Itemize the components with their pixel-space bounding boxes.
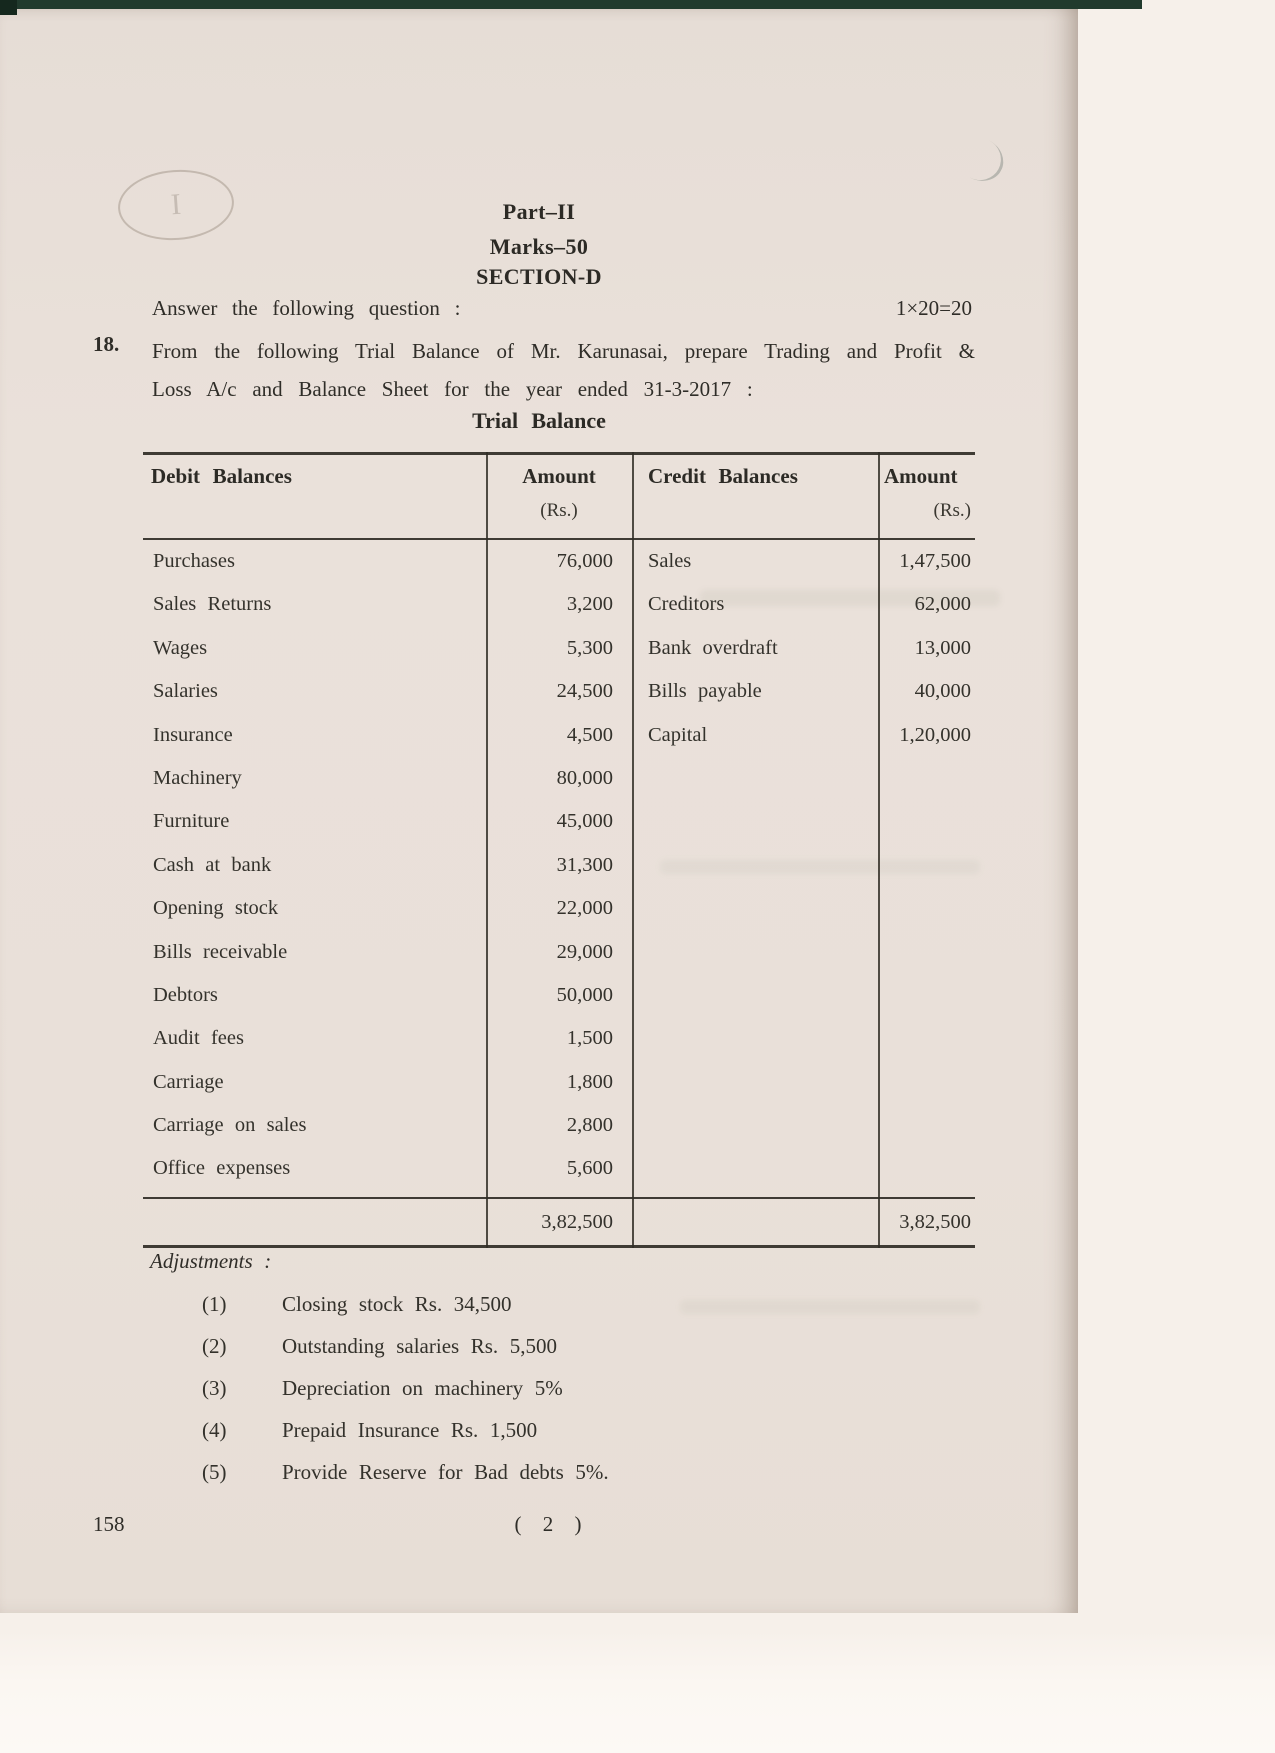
adjustment-number: (5)	[202, 1460, 227, 1484]
adjustment-text: Closing stock Rs. 34,500	[282, 1292, 512, 1316]
debit-account-amount: 29,000	[556, 940, 613, 963]
marks-heading: Marks–50	[489, 234, 589, 259]
debit-account-label: Wages	[153, 636, 208, 659]
debit-account-label: Furniture	[153, 810, 230, 833]
credit-account-label: Sales	[648, 550, 692, 572]
stamp-glyph: I	[169, 187, 183, 222]
debit-account-amount: 5,600	[566, 1157, 613, 1180]
table-row	[143, 800, 975, 843]
debit-account-label: Cash at bank	[153, 853, 272, 876]
debit-account-label: Office expenses	[153, 1157, 291, 1180]
adjustment-number: (2)	[202, 1334, 227, 1358]
debit-amount-header: Amount	[522, 464, 596, 488]
debit-account-label: Insurance	[153, 723, 233, 746]
table-row	[143, 583, 975, 626]
debit-account-label: Carriage	[153, 1070, 224, 1093]
debit-amount-unit: (Rs.)	[540, 500, 578, 521]
debit-total: 3,82,500	[541, 1211, 613, 1233]
debit-account-amount: 3,200	[566, 593, 613, 616]
credit-column-header: Credit Balances	[648, 464, 798, 488]
marks-formula: 1×20=20	[895, 296, 972, 320]
adjustment-number: (3)	[202, 1376, 227, 1400]
debit-account-amount: 31,300	[556, 853, 613, 876]
credit-account-label: Creditors	[648, 593, 725, 616]
page-number-left: 158	[93, 1512, 125, 1536]
table-row	[143, 540, 975, 583]
credit-account-label: Bills payable	[648, 680, 762, 703]
table-row	[143, 757, 975, 800]
credit-account-amount: 13,000	[914, 636, 971, 659]
trial-balance-table	[143, 452, 975, 1248]
credit-account-amount: 1,47,500	[899, 550, 971, 572]
adjustment-text: Depreciation on machinery 5%	[282, 1376, 563, 1400]
debit-account-amount: 45,000	[556, 810, 613, 833]
part-heading: Part–II	[502, 199, 576, 224]
table-row	[143, 1061, 975, 1104]
table-row	[143, 887, 975, 930]
question-text: From the following Trial Balance of Mr. Karunasai, prepare Trading and Profit & Loss A/c and Balance Sheet for the year ended 31-3-2017 :	[152, 339, 975, 401]
table-row	[143, 714, 975, 757]
debit-account-amount: 1,500	[566, 1027, 613, 1050]
debit-account-label: Carriage on sales	[153, 1114, 307, 1137]
adjustment-item	[0, 1325, 900, 1367]
table-row	[143, 931, 975, 974]
debit-account-label: Opening stock	[153, 897, 279, 920]
credit-account-amount: 1,20,000	[899, 723, 971, 746]
adjustment-item	[0, 1409, 900, 1451]
table-top-rule	[143, 452, 975, 455]
adjustment-number: (4)	[202, 1418, 227, 1442]
credit-account-label: Bank overdraft	[648, 636, 778, 659]
table-row	[143, 844, 975, 887]
adjustment-item	[0, 1283, 900, 1325]
table-title: Trial Balance	[472, 408, 606, 433]
adjustment-number: (1)	[202, 1292, 227, 1316]
debit-account-amount: 76,000	[556, 550, 613, 572]
table-row	[143, 1017, 975, 1060]
credit-amount-unit: (Rs.)	[933, 500, 971, 521]
credit-amount-header: Amount	[884, 464, 958, 488]
table-row	[143, 627, 975, 670]
adjustments-title: Adjustments :	[150, 1249, 272, 1273]
debit-account-label: Sales Returns	[153, 593, 272, 616]
debit-account-amount: 80,000	[556, 766, 613, 789]
debit-account-label: Bills receivable	[153, 940, 288, 963]
adjustment-item	[0, 1451, 900, 1493]
credit-rows	[143, 540, 975, 757]
debit-account-amount: 24,500	[556, 680, 613, 703]
question-number: 18.	[93, 332, 120, 356]
adjustment-text: Outstanding salaries Rs. 5,500	[282, 1334, 557, 1358]
table-row	[143, 670, 975, 713]
credit-account-label: Capital	[648, 723, 708, 746]
adjustment-item	[0, 1367, 900, 1409]
debit-account-label: Debtors	[153, 983, 218, 1006]
table-row	[143, 1104, 975, 1147]
debit-account-amount: 1,800	[566, 1070, 613, 1093]
credit-account-amount: 40,000	[914, 680, 971, 703]
section-heading: SECTION-D	[476, 264, 602, 289]
debit-account-label: Audit fees	[153, 1027, 244, 1050]
table-bottom-rule	[143, 1245, 975, 1248]
instruction-text: Answer the following question :	[152, 296, 461, 320]
debit-account-label: Purchases	[153, 550, 235, 572]
debit-account-amount: 5,300	[566, 636, 613, 659]
debit-account-amount: 50,000	[556, 983, 613, 1006]
debit-account-amount: 4,500	[566, 723, 613, 746]
debit-account-label: Machinery	[153, 766, 242, 789]
debit-column-header: Debit Balances	[151, 464, 292, 488]
debit-account-label: Salaries	[153, 680, 218, 703]
credit-total: 3,82,500	[899, 1211, 971, 1233]
table-row	[143, 974, 975, 1017]
credit-account-amount: 62,000	[914, 593, 971, 616]
adjustment-text: Prepaid Insurance Rs. 1,500	[282, 1418, 538, 1442]
adjustments-list	[0, 1283, 900, 1493]
debit-account-amount: 2,800	[566, 1114, 613, 1137]
page-number-center: ( 2 )	[514, 1512, 586, 1536]
adjustment-text: Provide Reserve for Bad debts 5%.	[282, 1460, 609, 1484]
table-row	[143, 1147, 975, 1190]
debit-account-amount: 22,000	[556, 897, 613, 920]
